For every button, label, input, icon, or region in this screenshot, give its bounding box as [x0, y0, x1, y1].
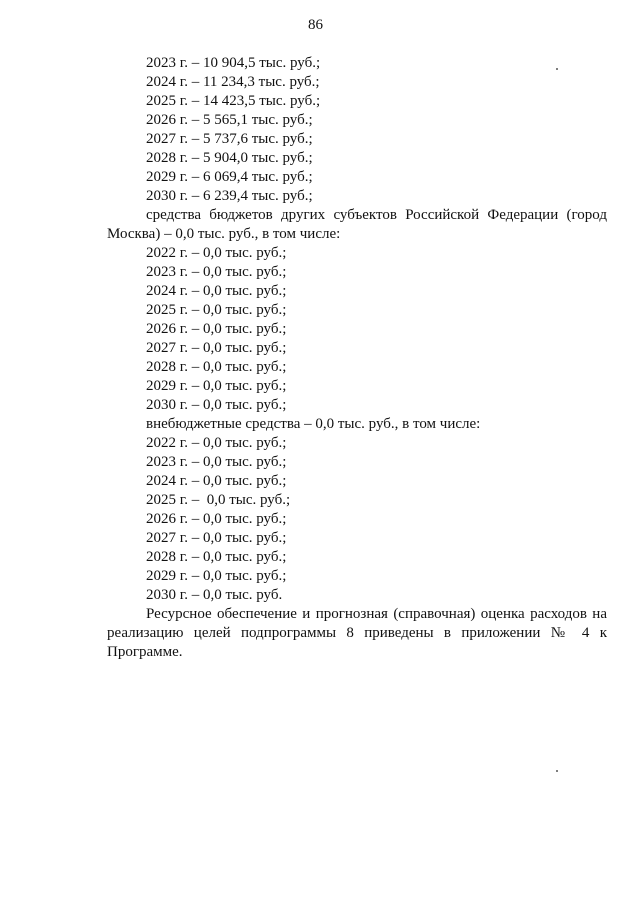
document-body [107, 54, 607, 662]
extrabudgetary-heading: внебюджетные средства – 0,0 тыс. руб., в том числе: [146, 416, 481, 432]
funding-line: 2024 г. – 0,0 тыс. руб.; [146, 473, 287, 489]
funding-line: 2026 г. – 5 565,1 тыс. руб.; [146, 112, 313, 128]
funding-line: 2027 г. – 5 737,6 тыс. руб.; [146, 131, 313, 147]
other-subjects-list [107, 244, 607, 415]
funding-line: 2023 г. – 10 904,5 тыс. руб.; [146, 55, 321, 71]
funding-line: 2028 г. – 0,0 тыс. руб.; [146, 359, 287, 375]
funding-line: 2023 г. – 0,0 тыс. руб.; [146, 454, 287, 470]
closing-paragraph: Ресурсное обеспечение и прогнозная (справочная) оценка расходов на реализацию целей подпрограммы 8 приведены в приложении № 4 к Программе. [107, 606, 607, 660]
funding-line: 2024 г. – 11 234,3 тыс. руб.; [146, 74, 320, 90]
page-number: 86 [308, 17, 323, 33]
funding-line: 2024 г. – 0,0 тыс. руб.; [146, 283, 287, 299]
funding-line: 2025 г. – 0,0 тыс. руб.; [146, 492, 291, 508]
funding-line: 2027 г. – 0,0 тыс. руб.; [146, 530, 287, 546]
funding-line: 2029 г. – 0,0 тыс. руб.; [146, 378, 287, 394]
funding-line: 2029 г. – 6 069,4 тыс. руб.; [146, 169, 313, 185]
funding-line: 2029 г. – 0,0 тыс. руб.; [146, 568, 287, 584]
funding-line: 2025 г. – 0,0 тыс. руб.; [146, 302, 287, 318]
funding-line: 2023 г. – 0,0 тыс. руб.; [146, 264, 287, 280]
funding-line: 2022 г. – 0,0 тыс. руб.; [146, 435, 287, 451]
funding-line: 2025 г. – 14 423,5 тыс. руб.; [146, 93, 321, 109]
extrabudgetary-list [107, 434, 607, 605]
other-subjects-paragraph: средства бюджетов других субъектов Российской Федерации (город Москва) – 0,0 тыс. руб., в том числе: [107, 207, 607, 242]
funding-line: 2026 г. – 0,0 тыс. руб.; [146, 321, 287, 337]
funding-line: 2030 г. – 6 239,4 тыс. руб.; [146, 188, 313, 204]
regional-budget-list [107, 54, 607, 206]
funding-line: 2028 г. – 0,0 тыс. руб.; [146, 549, 287, 565]
scan-speck [556, 770, 558, 772]
funding-line: 2027 г. – 0,0 тыс. руб.; [146, 340, 287, 356]
funding-line: 2022 г. – 0,0 тыс. руб.; [146, 245, 287, 261]
funding-line: 2030 г. – 0,0 тыс. руб.; [146, 397, 287, 413]
funding-line: 2028 г. – 5 904,0 тыс. руб.; [146, 150, 313, 166]
funding-line: 2030 г. – 0,0 тыс. руб. [146, 587, 283, 603]
funding-line: 2026 г. – 0,0 тыс. руб.; [146, 511, 287, 527]
scan-speck [556, 68, 558, 70]
